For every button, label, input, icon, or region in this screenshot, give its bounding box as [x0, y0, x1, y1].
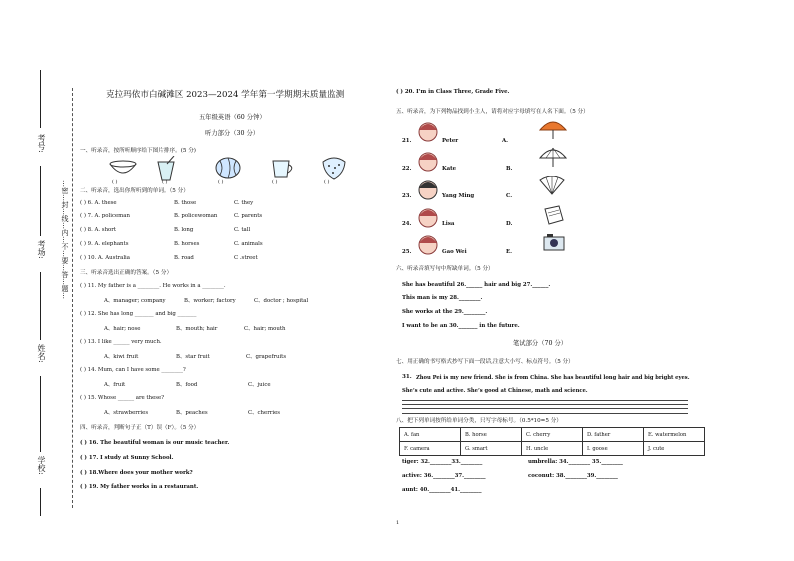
- kid-avatar-icon: [416, 150, 440, 176]
- q5-letter: A.: [502, 138, 509, 144]
- q4-row: ( ) 20. I’m in Class Three, Grade Five.: [396, 89, 510, 95]
- q5-letter: B.: [506, 166, 513, 172]
- q5-num: 25.: [402, 249, 412, 255]
- fan-icon: [538, 176, 566, 196]
- q6-row: She works at the 29.________.: [402, 309, 488, 315]
- q6-title: 六、听录音填写句中所缺单词。（5 分）: [396, 266, 494, 272]
- q2-option: B. policewoman: [174, 213, 218, 219]
- word-cell: I. goose: [583, 442, 644, 456]
- q3-question: ( ) 11. My father is a ________. He works in a ________.: [80, 283, 226, 289]
- q3-option: C、hair; mouth: [244, 326, 286, 332]
- seal-line-text: …密…封…线…内…不…要…答…题…: [61, 180, 69, 299]
- q8-row: coconut: 38.________39.________: [528, 473, 618, 479]
- camera-icon: [542, 232, 566, 252]
- umbrella-icon: [538, 118, 568, 140]
- q2-row: ( ) 6. A. these: [80, 200, 117, 206]
- bowl-icon: [108, 158, 138, 180]
- q8-row: umbrella: 34.________ 35.________: [528, 459, 623, 465]
- word-cell: J. cute: [644, 442, 705, 456]
- q8-title: 八、把下列单词按所给单词分类，只写字母标号。（0.5*10=5 分）: [396, 418, 562, 424]
- q8-row: tiger: 32.________33.________: [402, 459, 483, 465]
- q3-option: B、star fruit: [176, 354, 210, 360]
- word-cell: F. camera: [400, 442, 461, 456]
- q3-question: ( ) 12. She has long _______ and big _______: [80, 311, 197, 317]
- q3-option: B、mouth; hair: [176, 326, 218, 332]
- q5-name: Lisa: [442, 221, 455, 227]
- kid-avatar-icon: [416, 120, 440, 146]
- q2-option: C .street: [234, 255, 258, 261]
- q4-row: ( ) 19. My father works in a restaurant.: [80, 484, 199, 490]
- q6-row: I want to be an 30._______ in the future.: [402, 323, 520, 329]
- q7-line2: She’s cute and active. She’s good at Chinese, math and science.: [402, 388, 588, 394]
- q3-title: 三、听录音选出正确的答案。（5 分）: [80, 270, 173, 276]
- q3-option: A、manager; company: [104, 298, 166, 304]
- q1-blank: ( ): [324, 179, 330, 185]
- q5-name: Kate: [442, 166, 457, 172]
- q6-row: She has beautiful 26.______ hair and big 27.______.: [402, 282, 551, 288]
- q3-option: A、strawberries: [104, 410, 149, 416]
- subject: 五年级英语（60 分钟）: [199, 114, 266, 121]
- q5-num: 23.: [402, 193, 412, 199]
- q2-row: ( ) 8. A. short: [80, 227, 117, 233]
- q6-row: This man is my 28.________.: [402, 295, 483, 301]
- q5-name: Yang Ming: [442, 193, 475, 199]
- q3-option: A、fruit: [104, 382, 126, 388]
- q7-title: 七、用正确的书写格式抄写下面一段话,注意大小写、标点符号。（5 分）: [396, 359, 574, 365]
- num-label: 考号:: [37, 134, 46, 153]
- name-label: 姓名:: [37, 344, 46, 363]
- q4-title: 四、听录音，判断句子正（T）误（F）。（5 分）: [80, 425, 200, 431]
- q5-letter: E.: [506, 249, 512, 255]
- q3-option: C、cherries: [248, 410, 281, 416]
- q1-blank: ( ): [218, 179, 224, 185]
- q4-row: ( ) 16. The beautiful woman is our music teacher.: [80, 440, 230, 446]
- word-cell: A. fan: [400, 428, 461, 442]
- q2-option: C. they: [234, 200, 254, 206]
- q5-title: 五、听录音，为下列物品找到小主人，请将对应字母填写在人名下面。（5 分）: [396, 109, 589, 115]
- word-table: [399, 427, 705, 456]
- umbrella-icon: [538, 146, 568, 168]
- q2-option: B. long: [174, 227, 194, 233]
- q1-blank: ( ): [162, 179, 168, 185]
- q3-option: C、grapefruits: [246, 354, 287, 360]
- kid-avatar-icon: [416, 206, 440, 232]
- word-cell: E. watermelon: [644, 428, 705, 442]
- q2-option: B. those: [174, 200, 197, 206]
- q1-title: 一、听录音，按所听顺序给下图片排序。(5 分): [80, 148, 196, 154]
- q2-title: 二、听录音，选出你所听到的单词。（5 分）: [80, 188, 189, 194]
- q5-num: 21.: [402, 138, 412, 144]
- writing-lines: [402, 400, 688, 414]
- cup-icon: [270, 158, 296, 180]
- exam-title: 克拉玛依市白碱滩区 2023—2024 学年第一学期期末质量监测: [106, 90, 345, 100]
- q3-option: B、worker; factory: [184, 298, 236, 304]
- q2-row: ( ) 10. A. Australia: [80, 255, 130, 261]
- q1-blank: ( ): [272, 179, 278, 185]
- room-label: 考场:: [37, 240, 46, 259]
- q2-row: ( ) 9. A. elephants: [80, 241, 129, 247]
- q8-row: active: 36.________37.________: [402, 473, 486, 479]
- q5-name: Peter: [442, 138, 459, 144]
- book-icon: [542, 204, 566, 226]
- word-cell: D. father: [583, 428, 644, 442]
- q5-num: 22.: [402, 166, 412, 172]
- q3-question: ( ) 13. I like ______ very much.: [80, 339, 162, 345]
- q3-option: C、doctor ; hospital: [254, 298, 309, 304]
- q2-option: C. animals: [234, 241, 263, 247]
- q4-row: ( ) 18.Where does your mother work?: [80, 470, 193, 476]
- q3-option: C、juice: [248, 382, 271, 388]
- q3-option: A、kiwi fruit: [104, 354, 139, 360]
- page-number: 1: [396, 520, 400, 526]
- school-label: 学校:: [37, 456, 46, 475]
- q2-row: ( ) 7. A. policeman: [80, 213, 130, 219]
- q8-row: aunt: 40.________41.________: [402, 487, 482, 493]
- q3-question: ( ) 14. Mum, can I have some ________?: [80, 367, 186, 373]
- word-cell: H. uncle: [522, 442, 583, 456]
- word-cell: G. smart: [461, 442, 522, 456]
- q5-num: 24.: [402, 221, 412, 227]
- q5-letter: D.: [506, 221, 513, 227]
- strawberry-icon: [320, 156, 348, 180]
- q3-option: B、peaches: [176, 410, 208, 416]
- q5-name: Gao Wei: [442, 249, 467, 255]
- q7-line1: Zhou Pei is my new friend. She is from China. She has beautiful long hair and big bright eyes.: [416, 375, 690, 381]
- kid-avatar-icon: [416, 233, 440, 259]
- q5-letter: C.: [506, 193, 513, 199]
- q3-option: B、food: [176, 382, 198, 388]
- word-cell: B. horse: [461, 428, 522, 442]
- q2-option: C. tall: [234, 227, 251, 233]
- q2-option: C. parents: [234, 213, 263, 219]
- kid-avatar-icon: [416, 178, 440, 204]
- q4-row: ( ) 17. I study at Sunny School.: [80, 455, 174, 461]
- q3-question: ( ) 15. Whose ______ are these?: [80, 395, 165, 401]
- q1-blank: ( ): [112, 179, 118, 185]
- writing-heading: 笔试部分（70 分）: [513, 340, 568, 347]
- q7-num: 31.: [402, 374, 412, 380]
- word-cell: C. cherry: [522, 428, 583, 442]
- seal-line: [72, 88, 73, 508]
- listening-heading: 听力部分（30 分）: [205, 130, 260, 137]
- q2-option: B. horses: [174, 241, 200, 247]
- q2-option: B. road: [174, 255, 194, 261]
- q3-option: A、hair; nose: [104, 326, 141, 332]
